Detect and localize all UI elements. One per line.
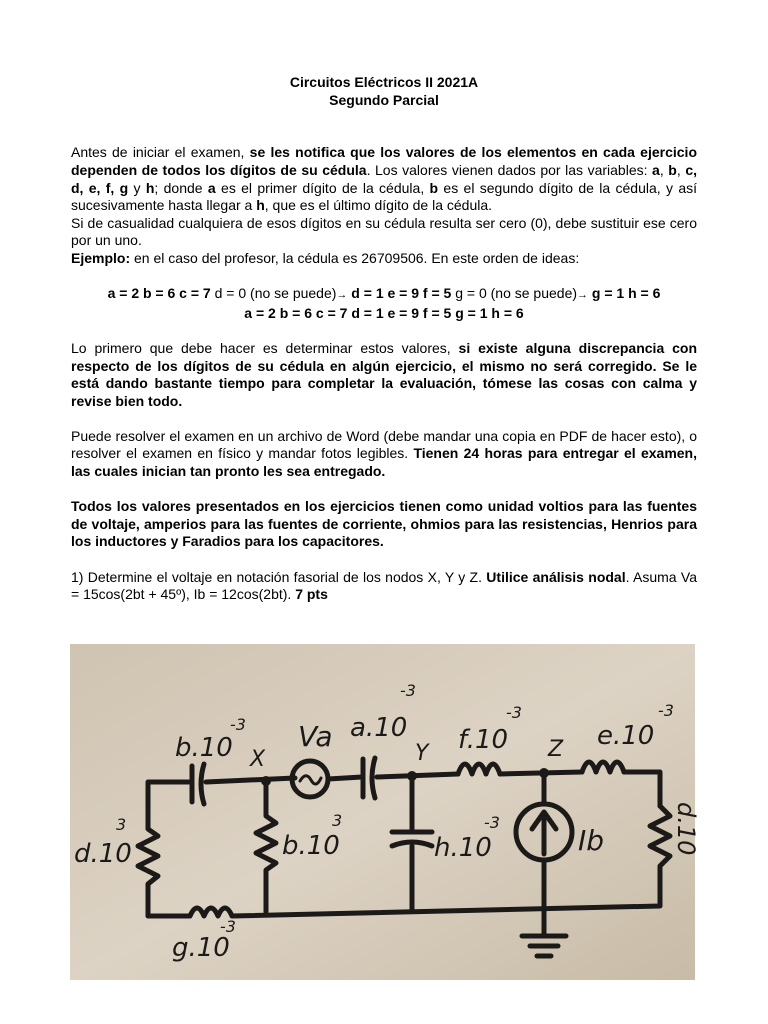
label-ind-g: g.10 [172, 933, 230, 963]
label-cap-h-exp: -3 [484, 813, 500, 832]
circuit-diagram [70, 644, 700, 980]
intro-paragraph: Antes de iniciar el examen, se les notifica que los valores de los elementos en cada ejercicio dependen de todos los dígitos de su cédula. Los valores vienen dados por las variables: a, b, c, d, e, f, g y h; donde a es el primer dígito de la cédula, b es el segundo dígito de la cédula, y así sucesivamente hasta llegar a h, que es el último dígito de la cédula. [71, 144, 697, 214]
label-ind-f-exp: -3 [506, 703, 522, 722]
label-res-d-exp: 3 [116, 815, 127, 834]
submission-paragraph: Puede resolver el examen en un archivo de Word (debe mandar una copia en PDF de hacer esto), o resolver el examen en físico y mandar fotos legibles. Tienen 24 horas para entregar el examen, las cuales inician tan pronto les sea entregado. [71, 427, 697, 480]
label-res-b: b.10 [282, 831, 340, 861]
label-cap-a: a.10 [350, 713, 408, 743]
label-ind-e-exp: -3 [658, 701, 674, 720]
page-subtitle: Segundo Parcial [329, 91, 439, 108]
label-source-va: Va [298, 720, 333, 753]
label-ind-f: f.10 [458, 725, 509, 755]
label-node-z: Z [548, 737, 564, 762]
label-cap-a-exp: -3 [400, 681, 416, 700]
label-node-y: Y [415, 741, 429, 766]
label-res-b-exp: 3 [332, 811, 343, 830]
label-ind-e: e.10 [597, 721, 655, 751]
node-z-dot [539, 768, 549, 778]
label-cap-h: h.10 [434, 833, 492, 863]
label-source-ib: Ib [578, 824, 605, 857]
label-cap-b: b.10 [175, 733, 233, 763]
units-paragraph: Todos los valores presentados en los ejercicios tienen como unidad voltios para las fuentes de voltaje, amperios para las fuentes de corriente, ohmios para las resistencias, Henrios para los inductores y Faradios para los capacitores. [71, 498, 697, 550]
example-intro: Ejemplo: en el caso del profesor, la cédula es 26709506. En este orden de ideas: [71, 249, 580, 266]
discrepancy-paragraph: Lo primero que debe hacer es determinar estos valores, si existe alguna discrepancia con respecto de los dígitos de su cédula en algún ejercicio, el mismo no será corregido. Se le está dando bastante tiempo para completar la evaluación, tómese las cosas con calma y revise bien todo. [71, 339, 697, 409]
label-cap-b-exp: -3 [230, 715, 246, 734]
page-title: Circuitos Eléctricos II 2021A [289, 74, 479, 90]
label-node-x: X [250, 747, 266, 772]
exam-page [71, 74, 697, 604]
node-y-dot [407, 771, 417, 781]
node-x-dot [261, 776, 271, 786]
example-line-2: a = 2 b = 6 c = 7 d = 1 e = 9 f = 5 g = 1 h = 6 [244, 304, 524, 321]
label-res-d: d.10 [74, 839, 132, 869]
zero-rule-paragraph: Si de casualidad cualquiera de esos dígitos en su cédula resulta ser cero (0), debe sustituir ese cero por un uno. [71, 214, 697, 249]
label-ind-g-exp: -3 [220, 917, 236, 936]
label-res-right: d.10 [672, 802, 700, 856]
circuit-photo [70, 644, 700, 980]
question-1: 1) Determine el voltaje en notación fasorial de los nodos X, Y y Z. Utilice análisis nodal. Asuma Va = 15cos(2bt + 45º), Ib = 12cos(2bt). 7 pts [71, 568, 697, 603]
example-line-1: a = 2 b = 6 c = 7 d = 0 (no se puede)→ d = 1 e = 9 f = 5 g = 0 (no se puede)→ g = 1 h = 6 [107, 285, 661, 302]
